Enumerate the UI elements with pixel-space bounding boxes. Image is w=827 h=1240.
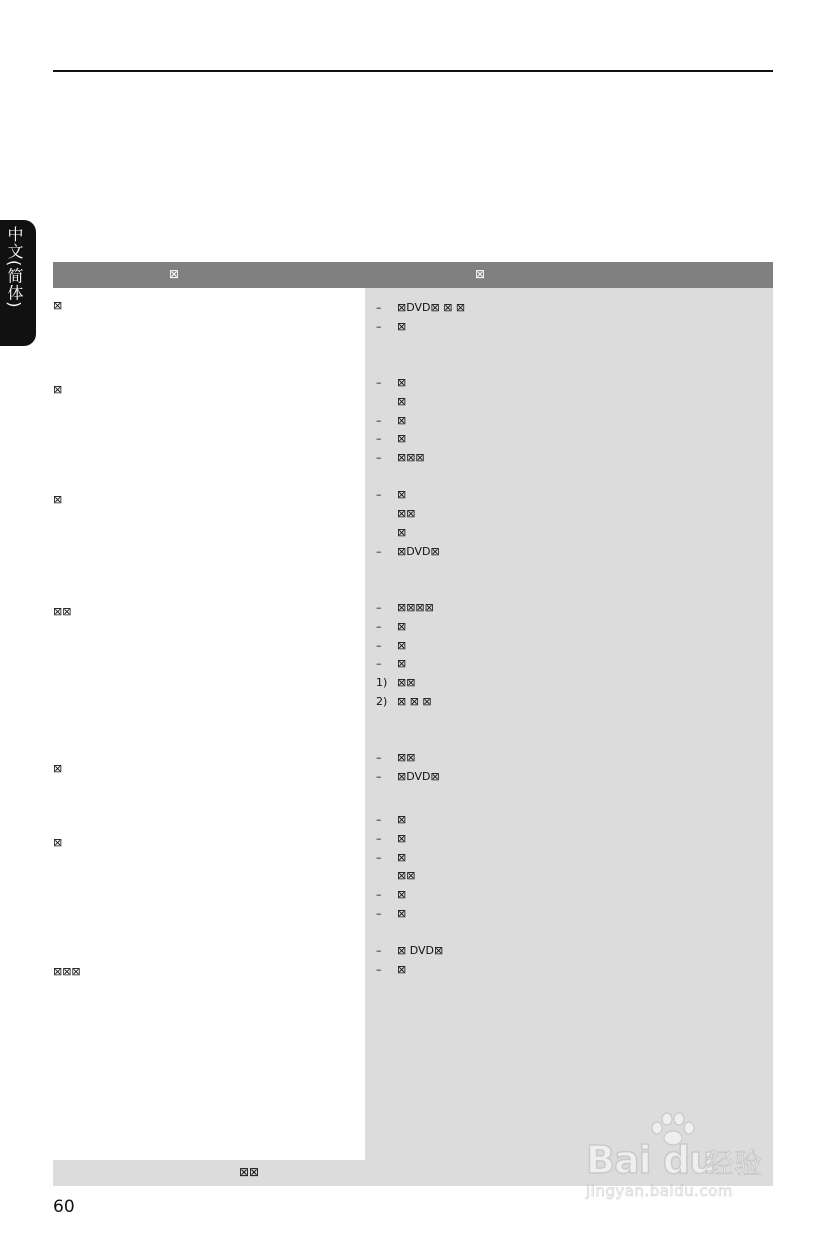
solution-text: ⊠DVD⊠	[397, 545, 440, 558]
table-footer	[53, 1160, 365, 1186]
solution-line	[376, 751, 415, 765]
solution-marker: –	[376, 545, 382, 558]
watermark-url: jingyan.baidu.com	[586, 1182, 733, 1200]
solution-text: ⊠⊠	[397, 869, 416, 882]
solution-line	[376, 395, 406, 409]
watermark-brand: Bai du	[586, 1138, 716, 1182]
solution-text: ⊠⊠	[397, 507, 416, 520]
solution-line	[376, 620, 406, 634]
solution-marker: –	[376, 907, 382, 920]
solution-text: ⊠⊠⊠⊠	[397, 601, 434, 614]
solution-text: ⊠⊠⊠	[397, 451, 425, 464]
baidu-watermark	[586, 1112, 776, 1204]
solution-marker: –	[376, 601, 382, 614]
solution-text: ⊠	[397, 963, 407, 976]
problem-cell: ⊠	[53, 762, 63, 775]
solution-line	[376, 907, 406, 921]
solution-line	[376, 963, 406, 977]
solution-marker: –	[376, 751, 382, 764]
solution-text: ⊠	[397, 639, 407, 652]
solution-marker: –	[376, 620, 382, 633]
page-number: 60	[53, 1197, 75, 1217]
language-tab	[0, 220, 36, 346]
watermark-product: 经验	[706, 1147, 763, 1180]
solution-text: ⊠	[397, 888, 407, 901]
solution-line	[376, 813, 406, 827]
solution-line	[376, 432, 406, 446]
solution-marker: –	[376, 432, 382, 445]
solution-text: ⊠ ⊠ ⊠	[397, 695, 432, 708]
solution-text: ⊠	[397, 813, 407, 826]
solution-line	[376, 770, 440, 784]
solution-line	[376, 526, 406, 540]
solution-line	[376, 888, 406, 902]
language-tab-label: 中文(简体)	[5, 226, 24, 309]
solution-text: ⊠ DVD⊠	[397, 944, 444, 957]
solution-text: ⊠	[397, 414, 407, 427]
table-footer-text: ⊠⊠	[239, 1165, 260, 1179]
solution-line	[376, 851, 406, 865]
solution-marker: –	[376, 813, 382, 826]
solution-marker: –	[376, 376, 382, 389]
solution-marker: –	[376, 657, 382, 670]
solution-marker: 1)	[376, 676, 388, 689]
problem-cell: ⊠⊠	[53, 605, 72, 618]
solution-marker: –	[376, 851, 382, 864]
solution-line	[376, 507, 415, 521]
solution-text: ⊠	[397, 657, 407, 670]
solution-text: ⊠	[397, 488, 407, 501]
solution-line	[376, 320, 406, 334]
solution-line	[376, 545, 440, 559]
solution-line	[376, 414, 406, 428]
solution-marker: –	[376, 963, 382, 976]
solution-text: ⊠	[397, 851, 407, 864]
solution-text: ⊠⊠	[397, 751, 416, 764]
solution-marker: –	[376, 320, 382, 333]
solution-line	[376, 451, 425, 465]
solution-line	[376, 944, 443, 958]
solution-line	[376, 488, 406, 502]
column-header-solution: ⊠	[475, 267, 486, 281]
solution-marker: –	[376, 451, 382, 464]
problem-cell: ⊠⊠⊠	[53, 965, 81, 978]
solution-text: ⊠	[397, 432, 407, 445]
table-header	[53, 262, 773, 288]
solution-marker: –	[376, 301, 382, 314]
solution-line	[376, 832, 406, 846]
problem-cell: ⊠	[53, 383, 63, 396]
solution-text: ⊠	[397, 620, 407, 633]
solution-text: ⊠	[397, 832, 407, 845]
solution-marker: –	[376, 770, 382, 783]
solution-line	[376, 695, 432, 709]
solution-text: ⊠	[397, 395, 407, 408]
solution-line	[376, 639, 406, 653]
solution-text: ⊠	[397, 907, 407, 920]
problem-cell: ⊠	[53, 299, 63, 312]
solution-marker: –	[376, 639, 382, 652]
problem-cell: ⊠	[53, 836, 63, 849]
solution-text: ⊠DVD⊠ ⊠ ⊠	[397, 301, 466, 314]
solution-text: ⊠⊠	[397, 676, 416, 689]
solution-marker: –	[376, 832, 382, 845]
problem-cell: ⊠	[53, 493, 63, 506]
solution-line	[376, 376, 406, 390]
solution-marker: –	[376, 488, 382, 501]
solution-line	[376, 657, 406, 671]
solution-column-background	[365, 288, 773, 1186]
solution-marker: –	[376, 888, 382, 901]
top-rule	[53, 70, 773, 72]
column-header-problem: ⊠	[169, 267, 180, 281]
solution-line	[376, 869, 415, 883]
solution-line	[376, 601, 434, 615]
solution-text: ⊠	[397, 376, 407, 389]
solution-text: ⊠DVD⊠	[397, 770, 440, 783]
solution-text: ⊠	[397, 526, 407, 539]
solution-marker: 2)	[376, 695, 388, 708]
solution-marker: –	[376, 414, 382, 427]
solution-marker: –	[376, 944, 382, 957]
solution-text: ⊠	[397, 320, 407, 333]
solution-line	[376, 676, 415, 690]
solution-line	[376, 301, 465, 315]
